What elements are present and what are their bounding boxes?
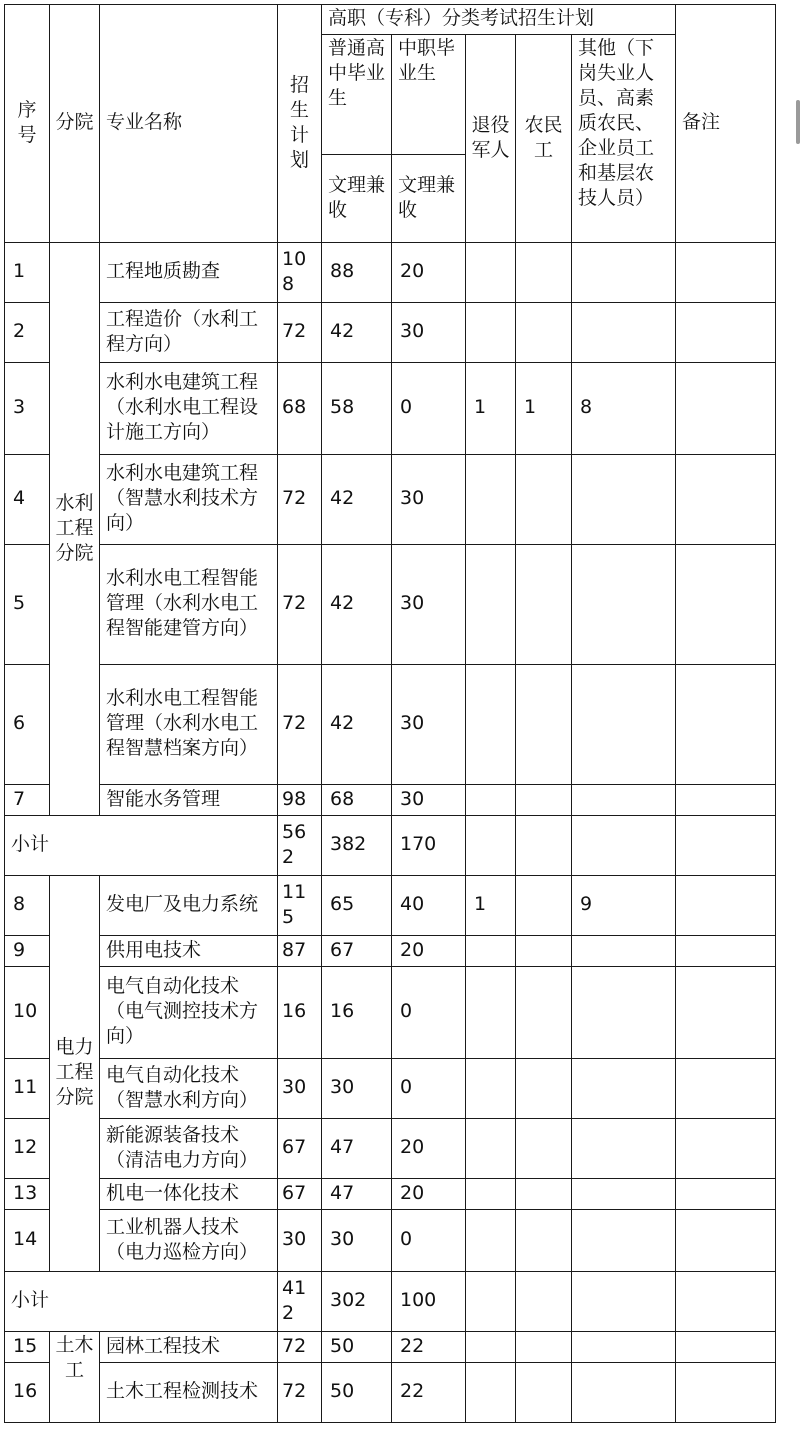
row-hs: 47	[322, 1179, 392, 1210]
row-plan: 67	[278, 1179, 322, 1210]
row-hs: 88	[322, 243, 392, 303]
header-enrollment-plan: 招生计划	[278, 5, 322, 243]
row-veterans	[466, 1363, 516, 1423]
table-row	[5, 363, 776, 455]
row-other	[572, 665, 676, 785]
row-voc: 30	[392, 785, 466, 816]
row-veterans: 1	[466, 363, 516, 455]
table-row	[5, 936, 776, 967]
row-seq: 3	[5, 363, 50, 455]
row-migrant	[516, 785, 572, 816]
header-veterans: 退役军人	[466, 35, 516, 243]
row-major: 机电一体化技术	[100, 1179, 278, 1210]
row-hs: 16	[322, 967, 392, 1059]
subtotal-veterans	[466, 816, 516, 876]
row-remarks	[676, 665, 776, 785]
row-other	[572, 303, 676, 363]
row-remarks	[676, 967, 776, 1059]
header-seq: 序号	[5, 5, 50, 243]
row-plan: 72	[278, 545, 322, 665]
row-migrant	[516, 455, 572, 545]
row-major: 水利水电建筑工程（智慧水利技术方向）	[100, 455, 278, 545]
row-hs: 42	[322, 455, 392, 545]
row-voc: 20	[392, 1179, 466, 1210]
subtotal-migrant	[516, 816, 572, 876]
row-remarks	[676, 785, 776, 816]
row-veterans	[466, 665, 516, 785]
row-voc: 22	[392, 1363, 466, 1423]
row-seq: 12	[5, 1119, 50, 1179]
row-other	[572, 243, 676, 303]
subtotal-migrant	[516, 1272, 572, 1332]
table-row	[5, 1179, 776, 1210]
row-veterans	[466, 455, 516, 545]
row-hs: 68	[322, 785, 392, 816]
row-migrant	[516, 545, 572, 665]
header-general-hs-graduates: 普通高中毕业生	[322, 35, 392, 155]
subtotal-voc: 170	[392, 816, 466, 876]
table-row	[5, 785, 776, 816]
subtotal-hs: 382	[322, 816, 392, 876]
row-major: 水利水电建筑工程（水利水电工程设计施工方向）	[100, 363, 278, 455]
row-hs: 67	[322, 936, 392, 967]
subtotal-plan: 562	[278, 816, 322, 876]
row-plan: 30	[278, 1210, 322, 1272]
subtotal-plan: 412	[278, 1272, 322, 1332]
row-migrant	[516, 303, 572, 363]
row-seq: 6	[5, 665, 50, 785]
row-major: 新能源装备技术（清洁电力方向）	[100, 1119, 278, 1179]
row-major: 水利水电工程智能管理（水利水电工程智能建管方向）	[100, 545, 278, 665]
subtotal-voc: 100	[392, 1272, 466, 1332]
row-veterans	[466, 936, 516, 967]
row-veterans	[466, 785, 516, 816]
row-major: 工程地质勘查	[100, 243, 278, 303]
row-hs: 65	[322, 876, 392, 936]
table-row	[5, 545, 776, 665]
row-hs: 50	[322, 1332, 392, 1363]
row-seq: 7	[5, 785, 50, 816]
row-seq: 9	[5, 936, 50, 967]
row-remarks	[676, 876, 776, 936]
row-other	[572, 1332, 676, 1363]
row-remarks	[676, 1210, 776, 1272]
row-major: 智能水务管理	[100, 785, 278, 816]
subtotal-other	[572, 816, 676, 876]
row-plan: 115	[278, 876, 322, 936]
subtotal-remarks	[676, 816, 776, 876]
row-migrant	[516, 1332, 572, 1363]
row-major: 工程造价（水利工程方向）	[100, 303, 278, 363]
row-voc: 40	[392, 876, 466, 936]
row-other	[572, 1363, 676, 1423]
header-other: 其他（下岗失业人员、高素质农民、企业员工和基层农技人员）	[572, 35, 676, 243]
header-arts-science-voc: 文理兼收	[392, 155, 466, 243]
row-voc: 30	[392, 455, 466, 545]
row-migrant	[516, 665, 572, 785]
row-plan: 72	[278, 1332, 322, 1363]
subtotal-label: 小计	[5, 816, 278, 876]
row-major: 电气自动化技术（电气测控技术方向）	[100, 967, 278, 1059]
row-remarks	[676, 243, 776, 303]
row-other	[572, 1059, 676, 1119]
row-seq: 8	[5, 876, 50, 936]
row-seq: 15	[5, 1332, 50, 1363]
row-migrant	[516, 1119, 572, 1179]
table-row	[5, 1119, 776, 1179]
row-voc: 22	[392, 1332, 466, 1363]
row-voc: 30	[392, 545, 466, 665]
row-plan: 87	[278, 936, 322, 967]
row-seq: 16	[5, 1363, 50, 1423]
table-row	[5, 303, 776, 363]
branch-civil-engineering: 土木工	[50, 1332, 100, 1423]
row-voc: 20	[392, 936, 466, 967]
row-plan: 72	[278, 1363, 322, 1423]
row-veterans	[466, 1210, 516, 1272]
table-row	[5, 1059, 776, 1119]
subtotal-veterans	[466, 1272, 516, 1332]
row-major: 土木工程检测技术	[100, 1363, 278, 1423]
row-migrant	[516, 876, 572, 936]
row-veterans	[466, 545, 516, 665]
row-migrant	[516, 1059, 572, 1119]
subtotal-remarks	[676, 1272, 776, 1332]
row-seq: 13	[5, 1179, 50, 1210]
row-other	[572, 1210, 676, 1272]
row-plan: 67	[278, 1119, 322, 1179]
row-plan: 72	[278, 455, 322, 545]
row-other	[572, 455, 676, 545]
row-plan: 30	[278, 1059, 322, 1119]
row-plan: 98	[278, 785, 322, 816]
subtotal-row	[5, 816, 776, 876]
row-seq: 11	[5, 1059, 50, 1119]
row-remarks	[676, 936, 776, 967]
row-major: 园林工程技术	[100, 1332, 278, 1363]
row-other: 8	[572, 363, 676, 455]
subtotal-other	[572, 1272, 676, 1332]
row-hs: 58	[322, 363, 392, 455]
row-voc: 20	[392, 1119, 466, 1179]
row-remarks	[676, 1363, 776, 1423]
row-voc: 0	[392, 1210, 466, 1272]
row-veterans	[466, 243, 516, 303]
row-hs: 42	[322, 303, 392, 363]
row-other	[572, 936, 676, 967]
row-other	[572, 785, 676, 816]
row-migrant	[516, 243, 572, 303]
table-row	[5, 455, 776, 545]
row-migrant: 1	[516, 363, 572, 455]
table-row	[5, 243, 776, 303]
row-veterans: 1	[466, 876, 516, 936]
row-remarks	[676, 455, 776, 545]
subtotal-hs: 302	[322, 1272, 392, 1332]
table-row	[5, 1363, 776, 1423]
row-remarks	[676, 1179, 776, 1210]
row-major: 水利水电工程智能管理（水利水电工程智慧档案方向）	[100, 665, 278, 785]
row-voc: 30	[392, 303, 466, 363]
row-remarks	[676, 1332, 776, 1363]
row-hs: 30	[322, 1059, 392, 1119]
row-other	[572, 545, 676, 665]
row-veterans	[466, 1119, 516, 1179]
row-hs: 30	[322, 1210, 392, 1272]
row-remarks	[676, 1119, 776, 1179]
row-plan: 68	[278, 363, 322, 455]
row-plan: 72	[278, 665, 322, 785]
row-seq: 14	[5, 1210, 50, 1272]
row-migrant	[516, 967, 572, 1059]
table-row	[5, 1332, 776, 1363]
row-remarks	[676, 545, 776, 665]
row-veterans	[466, 967, 516, 1059]
row-plan: 72	[278, 303, 322, 363]
row-other	[572, 1179, 676, 1210]
header-major-name: 专业名称	[100, 5, 278, 243]
row-hs: 47	[322, 1119, 392, 1179]
row-seq: 10	[5, 967, 50, 1059]
row-remarks	[676, 363, 776, 455]
row-other	[572, 1119, 676, 1179]
row-remarks	[676, 303, 776, 363]
row-voc: 20	[392, 243, 466, 303]
row-plan: 108	[278, 243, 322, 303]
row-hs: 50	[322, 1363, 392, 1423]
header-group-title: 高职（专科）分类考试招生计划	[322, 5, 676, 35]
row-migrant	[516, 1179, 572, 1210]
header-migrant-workers: 农民工	[516, 35, 572, 243]
row-major: 电气自动化技术（智慧水利方向）	[100, 1059, 278, 1119]
table-row	[5, 1210, 776, 1272]
table-row	[5, 967, 776, 1059]
row-migrant	[516, 1363, 572, 1423]
row-major: 发电厂及电力系统	[100, 876, 278, 936]
row-hs: 42	[322, 545, 392, 665]
enrollment-plan-table	[4, 4, 776, 1423]
row-veterans	[466, 1179, 516, 1210]
row-voc: 0	[392, 967, 466, 1059]
row-voc: 0	[392, 363, 466, 455]
header-vocational-graduates: 中职毕业生	[392, 35, 466, 155]
row-seq: 5	[5, 545, 50, 665]
branch-water-conservancy: 水利工程分院	[50, 243, 100, 816]
row-other: 9	[572, 876, 676, 936]
row-voc: 0	[392, 1059, 466, 1119]
row-other	[572, 967, 676, 1059]
vertical-scrollbar[interactable]	[796, 100, 800, 144]
header-branch: 分院	[50, 5, 100, 243]
row-veterans	[466, 1332, 516, 1363]
row-plan: 16	[278, 967, 322, 1059]
subtotal-label: 小计	[5, 1272, 278, 1332]
row-voc: 30	[392, 665, 466, 785]
row-veterans	[466, 303, 516, 363]
row-seq: 4	[5, 455, 50, 545]
subtotal-row	[5, 1272, 776, 1332]
row-remarks	[676, 1059, 776, 1119]
row-major: 供用电技术	[100, 936, 278, 967]
table-row	[5, 876, 776, 936]
row-migrant	[516, 936, 572, 967]
header-arts-science-hs: 文理兼收	[322, 155, 392, 243]
row-veterans	[466, 1059, 516, 1119]
header-remarks: 备注	[676, 5, 776, 243]
row-hs: 42	[322, 665, 392, 785]
row-migrant	[516, 1210, 572, 1272]
row-seq: 2	[5, 303, 50, 363]
row-major: 工业机器人技术（电力巡检方向）	[100, 1210, 278, 1272]
table-row	[5, 665, 776, 785]
row-seq: 1	[5, 243, 50, 303]
branch-electric-power: 电力工程分院	[50, 876, 100, 1272]
